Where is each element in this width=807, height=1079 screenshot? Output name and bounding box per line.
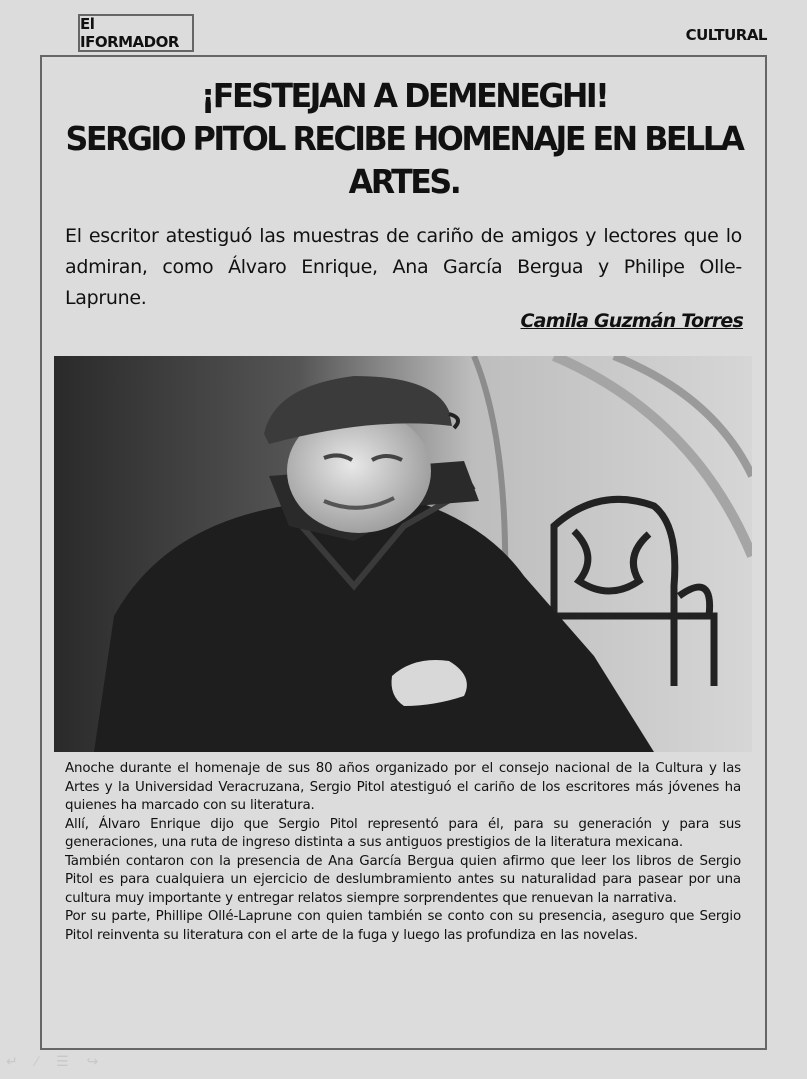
article-body — [65, 760, 741, 945]
headline-line-2: SERGIO PITOL RECIBE HOMENAJE EN BELLA — [65, 119, 743, 158]
body-paragraph-4: Por su parte, Phillipe Ollé-Laprune con quien también se conto con su presencia, aseguro que Sergio Pitol reinventa su literatura con el arte de la fuga y luego las profundiza en las novelas. — [65, 909, 741, 943]
masthead-title: El IFORMADOR — [80, 15, 179, 51]
section-label: CULTURAL — [685, 26, 767, 44]
lead-paragraph: El escritor atestiguó las muestras de cariño de amigos y lectores que lo admiran, como Álvaro Enrique, Ana García Bergua y Philipe Olle-Laprune. — [65, 225, 742, 309]
pen-icon[interactable]: ∕ — [35, 1053, 39, 1069]
headline-line-1: ¡FESTEJAN A DEMENEGHI! — [200, 76, 608, 115]
masthead-box — [78, 14, 194, 52]
body-paragraph-2: Allí, Álvaro Enrique dijo que Sergio Pitol representó para él, para su generación y para sus generaciones, una ruta de ingreso distinta a sus antiguos prestigios de la literatura mexicana. — [65, 816, 741, 850]
slide-nav-toolbar — [6, 1050, 98, 1072]
back-arrow-icon[interactable]: ↵ — [6, 1052, 18, 1069]
forward-arrow-icon[interactable]: ↪ — [86, 1052, 99, 1069]
body-paragraph-3: También contaron con la presencia de Ana García Bergua quien afirmo que leer los libros de Sergio Pitol es para cualquiera un ejercicio de deslumbramiento antes su naturalidad para pasear por una cultura muy importante y entregar relatos siempre sorprendentes que renuevan la narrativa. — [65, 853, 741, 906]
body-paragraph-1: Anoche durante el homenaje de sus 80 años organizado por el consejo nacional de la Cultura y las Artes y la Universidad Veracruzana, Sergio Pitol atestiguó el cariño de los escritores más jóvenes ha quienes ha marcado con su literatura. — [65, 761, 741, 813]
menu-icon[interactable]: ☰ — [56, 1052, 69, 1069]
portrait-photo-illustration — [54, 356, 752, 752]
headline — [58, 74, 749, 203]
byline: Camila Guzmán Torres — [520, 310, 743, 332]
portrait-photo — [54, 356, 752, 752]
headline-line-3: ARTES. — [348, 162, 460, 201]
